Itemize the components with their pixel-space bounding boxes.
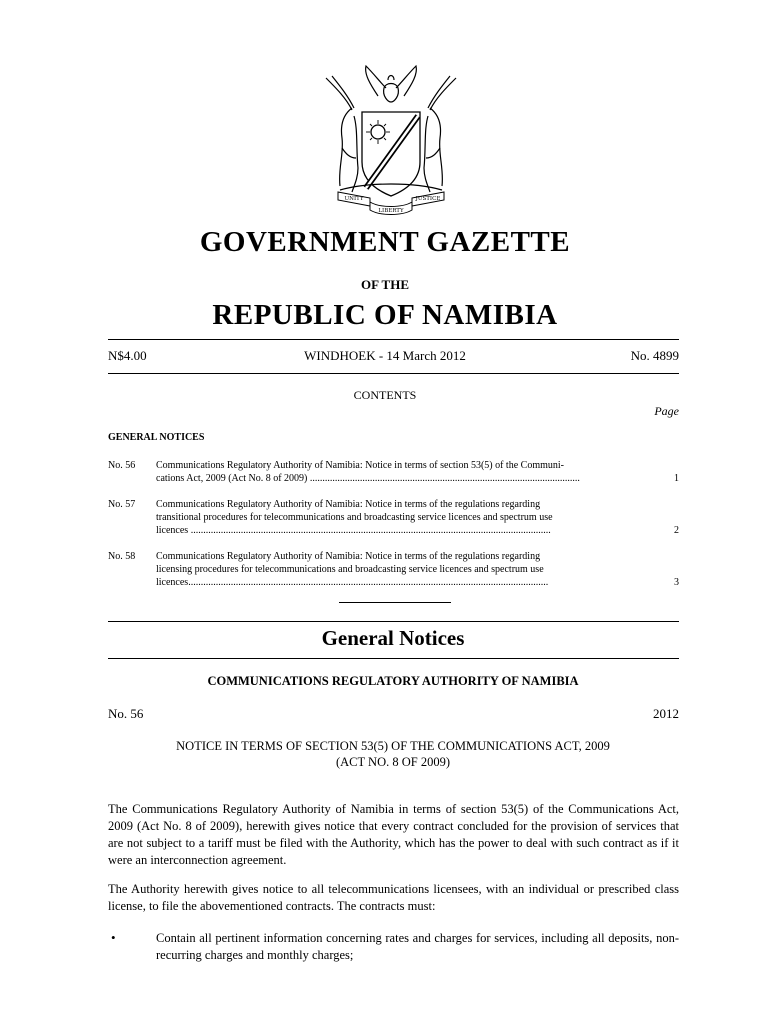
motto-right: JUSTICE	[415, 196, 441, 202]
eagle-icon	[366, 66, 417, 102]
contents-section-heading: GENERAL NOTICES	[108, 432, 205, 443]
toc-entry-text: Communications Regulatory Authority of Namibia: Notice in terms of the regulations regarding licensing procedures for telecommunications and broadcasting service licences and spectrum use licences................................................................................................................................................	[156, 551, 549, 588]
toc-entry-text: Communications Regulatory Authority of Namibia: Notice in terms of the regulations regarding transitional procedures for telecommunications and broadcasting service licences and spectrum use licences ................................................................................................................................................	[156, 499, 553, 536]
notice-year: 2012	[653, 706, 679, 721]
republic-title: REPUBLIC OF NAMIBIA	[212, 299, 558, 331]
issue-number: No. 4899	[630, 348, 679, 363]
toc-entry-page: 2	[674, 525, 679, 536]
contents-heading: CONTENTS	[353, 388, 417, 402]
toc-entry-number: No. 57	[108, 499, 136, 510]
notice-title	[0, 738, 770, 770]
toc-entry[interactable]	[108, 550, 679, 592]
price-label: N$4.00	[108, 348, 147, 363]
notice-number: No. 56	[108, 706, 144, 721]
notice-bullet-1: Contain all pertinent information concerning rates and charges for services, including all deposits, non-recurring charges and monthly charges;	[156, 931, 679, 962]
toc-entry-number: No. 56	[108, 460, 136, 471]
notice-paragraph-1: The Communications Regulatory Authority of Namibia in terms of section 53(5) of the Communications Act, 2009 (Act No. 8 of 2009), herewith gives notice that every contract concluded for the provision of services that are not subject to a tariff must be filed with the Authority, which has the power to deal with such contract as if it were an interconnection agreement.	[108, 802, 679, 867]
header-rule-top	[108, 339, 679, 340]
place-date-label: WINDHOEK - 14 March 2012	[304, 348, 466, 363]
motto-left: UNITY	[344, 196, 364, 202]
toc-entry[interactable]	[108, 498, 679, 540]
oryx-left-icon	[326, 76, 358, 192]
shield-icon	[362, 112, 420, 196]
oryx-right-icon	[424, 76, 456, 192]
notice-paragraph-2: The Authority herewith gives notice to all telecommunications licensees, with an individual or prescribed class license, to file the abovementioned contracts. The contracts must:	[108, 882, 679, 913]
toc-entry[interactable]	[108, 459, 679, 489]
notices-rule-top	[108, 621, 679, 622]
header-rule-bottom	[108, 373, 679, 374]
toc-entry-text: Communications Regulatory Authority of Namibia: Notice in terms of section 53(5) of the Communi- cations Act, 2009 (Act No. 8 of 2009) ............................................................................................................	[156, 460, 580, 484]
bullet-icon: •	[111, 930, 116, 945]
gazette-title: GOVERNMENT GAZETTE	[199, 226, 571, 258]
notices-rule-bottom	[108, 658, 679, 659]
authority-heading: COMMUNICATIONS REGULATORY AUTHORITY OF NAMIBIA	[207, 674, 579, 688]
motto-center: LIBERTY	[378, 208, 404, 214]
of-the-label: OF THE	[360, 277, 410, 292]
general-notices-heading: General Notices	[321, 626, 465, 650]
toc-entry-number: No. 58	[108, 551, 136, 562]
notice-title-line1: NOTICE IN TERMS OF SECTION 53(5) OF THE COMMUNICATIONS ACT, 2009	[176, 739, 610, 753]
notice-title-line2: (ACT NO. 8 OF 2009)	[335, 755, 450, 769]
toc-entry-page: 1	[674, 473, 679, 484]
coat-of-arms-emblem	[318, 58, 464, 218]
page-column-label: Page	[654, 404, 679, 418]
contents-end-divider	[339, 602, 451, 603]
toc-entry-page: 3	[674, 577, 679, 588]
